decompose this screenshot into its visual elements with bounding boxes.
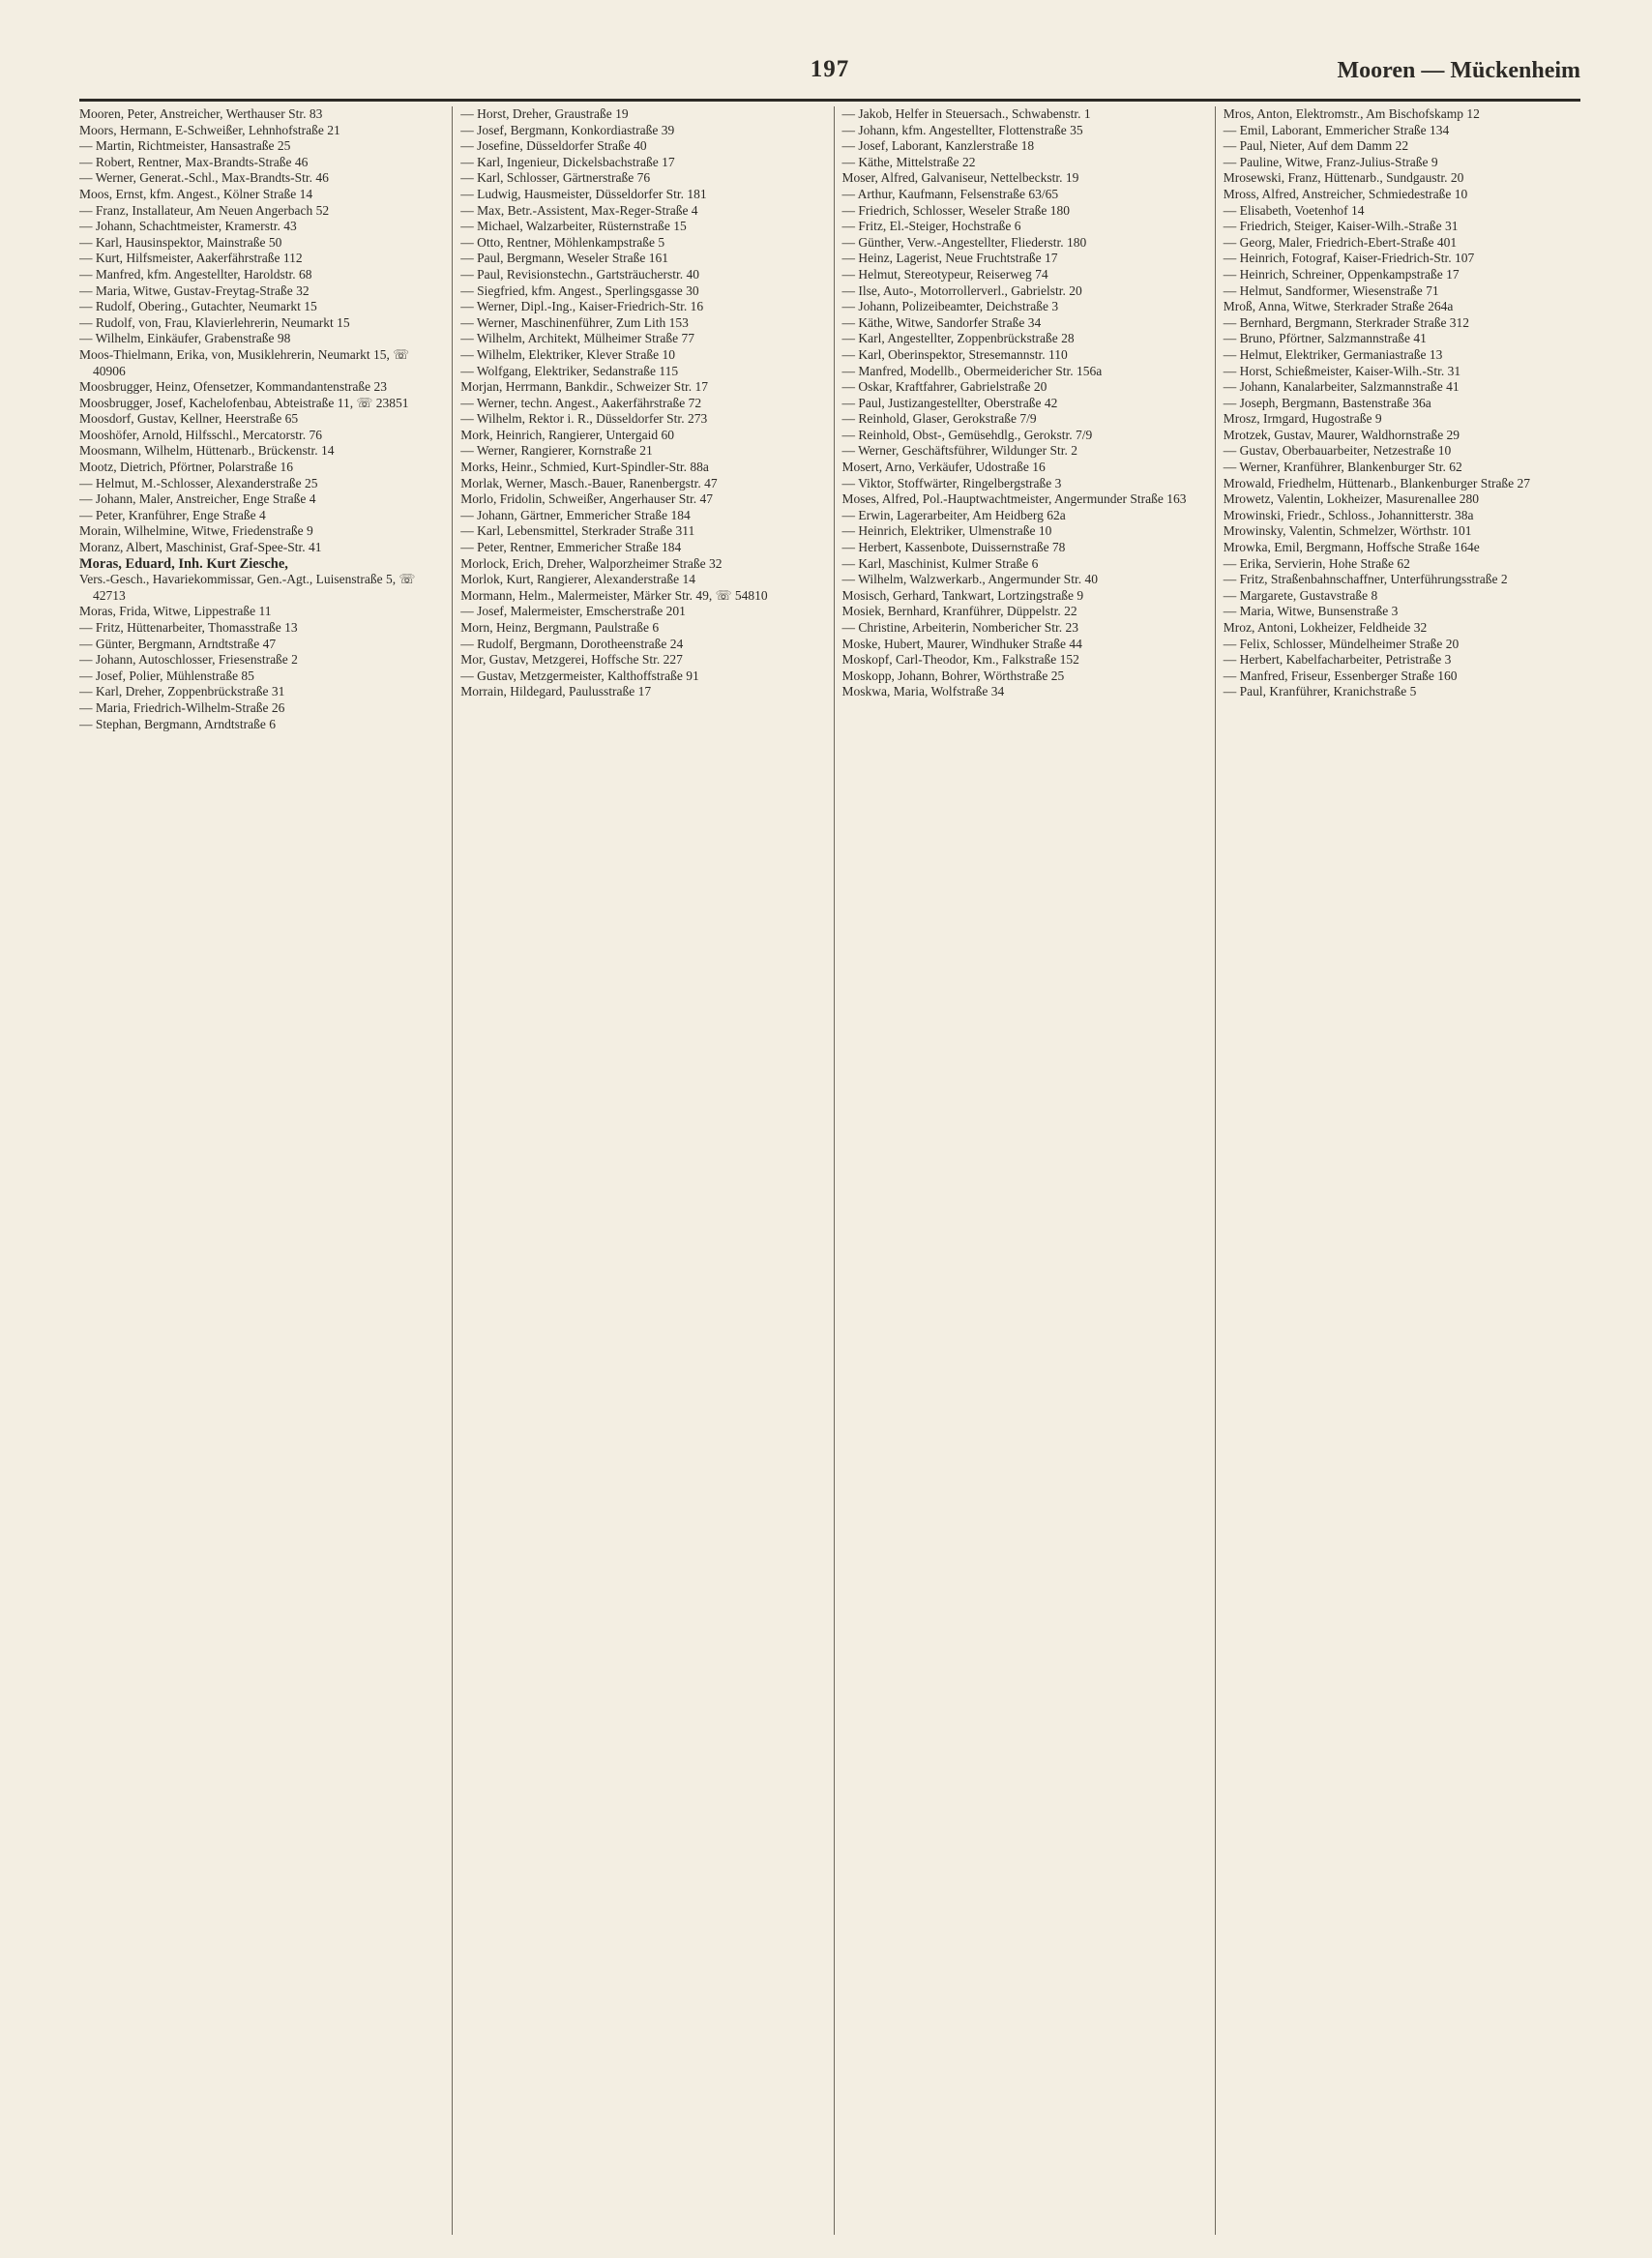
- directory-column-2: [452, 106, 817, 2235]
- directory-entry: — Peter, Kranführer, Enge Straße 4: [79, 507, 266, 522]
- directory-entry: Moos, Ernst, kfm. Angest., Kölner Straße 14: [79, 186, 313, 201]
- directory-entry: — Maria, Witwe, Bunsenstraße 3: [1223, 604, 1399, 619]
- directory-entry: — Werner, Dipl.-Ing., Kaiser-Friedrich-Str. 16: [460, 299, 704, 314]
- directory-entry: — Georg, Maler, Friedrich-Ebert-Straße 401: [1223, 234, 1458, 250]
- directory-entry: — Wilhelm, Architekt, Mülheimer Straße 77: [460, 331, 695, 346]
- directory-entry: — Friedrich, Schlosser, Weseler Straße 180: [841, 202, 1070, 218]
- directory-entry: Mosiek, Bernhard, Kranführer, Düppelstr. 22: [841, 604, 1077, 619]
- directory-entry: Moser, Alfred, Galvaniseur, Nettelbeckstr. 19: [841, 170, 1079, 186]
- directory-entry: — Margarete, Gustavstraße 8: [1223, 587, 1378, 603]
- directory-entry: — Oskar, Kraftfahrer, Gabrielstraße 20: [841, 379, 1047, 395]
- directory-entry: Moors, Hermann, E-Schweißer, Lehnhofstraße 21: [79, 122, 340, 137]
- directory-entry: Morlak, Werner, Masch.-Bauer, Ranenbergstr. 47: [460, 475, 718, 490]
- directory-entry: — Karl, Dreher, Zoppenbrückstraße 31: [79, 684, 285, 699]
- directory-entry: — Karl, Maschinist, Kulmer Straße 6: [841, 555, 1039, 571]
- directory-column-1: [79, 106, 436, 2235]
- directory-entry: — Rudolf, Bergmann, Dorotheenstraße 24: [460, 636, 684, 651]
- directory-entry: — Käthe, Mittelstraße 22: [841, 154, 976, 169]
- directory-entry: — Paul, Justizangestellter, Oberstraße 42: [841, 395, 1058, 410]
- directory-entry: Morlo, Fridolin, Schweißer, Angerhauser Str. 47: [460, 491, 714, 507]
- page-number: 197: [810, 56, 850, 82]
- directory-entry: — Wilhelm, Rektor i. R., Düsseldorfer Str. 273: [460, 411, 708, 427]
- directory-entry: — Christine, Arbeiterin, Nombericher Str. 23: [841, 620, 1078, 635]
- directory-entry: — Karl, Lebensmittel, Sterkrader Straße 311: [460, 523, 695, 539]
- directory-entry: Mormann, Helm., Malermeister, Märker Str. 49, ☏ 54810: [460, 587, 768, 603]
- directory-entry: — Werner, Generat.-Schl., Max-Brandts-Str. 46: [79, 170, 329, 186]
- directory-entry: — Fritz, Hüttenarbeiter, Thomasstraße 13: [79, 620, 298, 635]
- directory-entry: — Horst, Schießmeister, Kaiser-Wilh.-Str. 31: [1223, 363, 1461, 378]
- directory-entry: — Arthur, Kaufmann, Felsenstraße 63/65: [841, 186, 1059, 201]
- directory-entry: Mroß, Anna, Witwe, Sterkrader Straße 264a: [1223, 299, 1454, 314]
- directory-entry: — Johann, Schachtmeister, Kramerstr. 43: [79, 219, 297, 234]
- directory-entry: Morks, Heinr., Schmied, Kurt-Spindler-Str. 88a: [460, 460, 709, 475]
- directory-entry: — Karl, Oberinspektor, Stresemannstr. 110: [841, 346, 1068, 362]
- directory-entry: — Josef, Laborant, Kanzlerstraße 18: [841, 138, 1035, 154]
- directory-entry: Vers.-Gesch., Havariekommissar, Gen.-Agt., Luisenstraße 5, ☏ 42713: [79, 572, 416, 603]
- directory-entry: — Horst, Dreher, Graustraße 19: [460, 106, 629, 121]
- directory-entry: — Fritz, Straßenbahnschaffner, Unterführungsstraße 2: [1223, 572, 1508, 587]
- directory-entry: Mros, Anton, Elektromstr., Am Bischofskamp 12: [1223, 106, 1480, 121]
- directory-entry: Mrowinsky, Valentin, Schmelzer, Wörthstr. 101: [1223, 523, 1472, 539]
- directory-entry: — Käthe, Witwe, Sandorfer Straße 34: [841, 314, 1042, 330]
- directory-entry: — Emil, Laborant, Emmericher Straße 134: [1223, 122, 1450, 137]
- directory-entry: — Kurt, Hilfsmeister, Aakerfährstraße 112: [79, 251, 303, 266]
- directory-entry: Mrowetz, Valentin, Lokheizer, Masurenallee 280: [1223, 491, 1479, 507]
- directory-entry: — Robert, Rentner, Max-Brandts-Straße 46: [79, 154, 309, 169]
- directory-entry: Moosbrugger, Josef, Kachelofenbau, Abteistraße 11, ☏ 23851: [79, 395, 409, 410]
- directory-entry: — Paul, Revisionstechn., Gartsträucherstr. 40: [460, 266, 699, 282]
- directory-entry: — Heinrich, Schreiner, Oppenkampstraße 17: [1223, 266, 1460, 282]
- directory-entry: — Ilse, Auto-, Motorrollerverl., Gabrielstr. 20: [841, 282, 1082, 298]
- directory-entry: — Werner, Geschäftsführer, Wildunger Str. 2: [841, 443, 1077, 459]
- directory-entry: — Gustav, Oberbauarbeiter, Netzestraße 10: [1223, 443, 1452, 459]
- page-header: [79, 54, 1580, 97]
- directory-entry: — Bruno, Pförtner, Salzmannstraße 41: [1223, 331, 1427, 346]
- directory-entry: — Johann, kfm. Angestellter, Flottenstraße 35: [841, 122, 1083, 137]
- directory-entry: Mosisch, Gerhard, Tankwart, Lortzingstraße 9: [841, 587, 1084, 603]
- directory-entry: — Gustav, Metzgermeister, Kalthoffstraße 91: [460, 668, 699, 683]
- directory-entry: — Johann, Maler, Anstreicher, Enge Straße 4: [79, 491, 316, 507]
- directory-entry: — Erwin, Lagerarbeiter, Am Heidberg 62a: [841, 507, 1066, 522]
- directory-entry: — Martin, Richtmeister, Hansastraße 25: [79, 138, 291, 154]
- directory-entry: — Michael, Walzarbeiter, Rüsternstraße 15: [460, 219, 687, 234]
- directory-entry: Morain, Wilhelmine, Witwe, Friedenstraße 9: [79, 523, 313, 539]
- directory-entry: Mootz, Dietrich, Pförtner, Polarstraße 16: [79, 460, 294, 475]
- directory-entry: — Paul, Nieter, Auf dem Damm 22: [1223, 138, 1409, 154]
- directory-entry: Moses, Alfred, Pol.-Hauptwachtmeister, Angermunder Straße 163: [841, 491, 1187, 507]
- directory-entry: — Rudolf, Obering., Gutachter, Neumarkt 15: [79, 299, 317, 314]
- directory-entry: — Werner, techn. Angest., Aakerfährstraße 72: [460, 395, 702, 410]
- directory-entry: — Helmut, Sandformer, Wiesenstraße 71: [1223, 282, 1439, 298]
- running-head: Mooren — Mückenheim: [1337, 58, 1580, 83]
- directory-entry: — Werner, Rangierer, Kornstraße 21: [460, 443, 653, 459]
- header-rule: [79, 99, 1580, 102]
- directory-entry: — Reinhold, Glaser, Gerokstraße 7/9: [841, 411, 1037, 427]
- directory-column-3: [834, 106, 1199, 2235]
- directory-entry: — Maria, Witwe, Gustav-Freytag-Straße 32: [79, 282, 310, 298]
- directory-entry: — Heinrich, Elektriker, Ulmenstraße 10: [841, 523, 1052, 539]
- directory-entry: — Reinhold, Obst-, Gemüsehdlg., Gerokstr. 7/9: [841, 427, 1093, 442]
- directory-entry: Moskwa, Maria, Wolfstraße 34: [841, 684, 1005, 699]
- directory-entry: — Werner, Maschinenführer, Zum Lith 153: [460, 314, 689, 330]
- directory-entry: Moosdorf, Gustav, Kellner, Heerstraße 65: [79, 411, 299, 427]
- directory-entry: — Werner, Kranführer, Blankenburger Str. 62: [1223, 460, 1462, 475]
- directory-entry: — Stephan, Bergmann, Arndtstraße 6: [79, 716, 276, 731]
- directory-entry: — Wolfgang, Elektriker, Sedanstraße 115: [460, 363, 679, 378]
- directory-entry: Moras, Eduard, Inh. Kurt Ziesche,: [79, 555, 288, 572]
- directory-entry: — Johann, Gärtner, Emmericher Straße 184: [460, 507, 691, 522]
- directory-entry: — Max, Betr.-Assistent, Max-Reger-Straße 4: [460, 202, 698, 218]
- directory-entry: Morlok, Kurt, Rangierer, Alexanderstraße 14: [460, 572, 696, 587]
- directory-entry: Moskopf, Carl-Theodor, Km., Falkstraße 152: [841, 652, 1079, 668]
- directory-entry: — Manfred, kfm. Angestellter, Haroldstr. 68: [79, 266, 312, 282]
- directory-entry: Moosmann, Wilhelm, Hüttenarb., Brückenstr. 14: [79, 443, 335, 459]
- directory-entry: — Josef, Bergmann, Konkordiastraße 39: [460, 122, 675, 137]
- directory-entry: Mroz, Antoni, Lokheizer, Feldheide 32: [1223, 620, 1428, 635]
- directory-entry: — Ludwig, Hausmeister, Düsseldorfer Str. 181: [460, 186, 707, 201]
- directory-entry: — Felix, Schlosser, Mündelheimer Straße 20: [1223, 636, 1460, 651]
- directory-entry: — Johann, Polizeibeamter, Deichstraße 3: [841, 299, 1059, 314]
- directory-entry: Mork, Heinrich, Rangierer, Untergaid 60: [460, 427, 675, 442]
- directory-entry: Moske, Hubert, Maurer, Windhuker Straße 44: [841, 636, 1082, 651]
- directory-entry: — Josef, Malermeister, Emscherstraße 201: [460, 604, 686, 619]
- directory-entry: — Elisabeth, Voetenhof 14: [1223, 202, 1365, 218]
- directory-entry: — Josef, Polier, Mühlenstraße 85: [79, 668, 254, 683]
- directory-entry: — Viktor, Stoffwärter, Ringelbergstraße 3: [841, 475, 1062, 490]
- directory-entry: — Herbert, Kassenbote, Duissernstraße 78: [841, 540, 1066, 555]
- directory-entry: — Wilhelm, Elektriker, Klever Straße 10: [460, 346, 675, 362]
- directory-entry: — Friedrich, Steiger, Kaiser-Wilh.-Straße 31: [1223, 219, 1459, 234]
- directory-entry: — Karl, Hausinspektor, Mainstraße 50: [79, 234, 282, 250]
- directory-entry: Mooshöfer, Arnold, Hilfsschl., Mercatorstr. 76: [79, 427, 323, 442]
- directory-entry: — Helmut, Stereotypeur, Reiserweg 74: [841, 266, 1048, 282]
- directory-entry: Mrosewski, Franz, Hüttenarb., Sundgaustr. 20: [1223, 170, 1464, 186]
- directory-entry: Moranz, Albert, Maschinist, Graf-Spee-Str. 41: [79, 540, 322, 555]
- directory-entry: — Manfred, Friseur, Essenberger Straße 160: [1223, 668, 1458, 683]
- directory-entry: — Otto, Rentner, Möhlenkampstraße 5: [460, 234, 665, 250]
- directory-entry: — Heinz, Lagerist, Neue Fruchtstraße 17: [841, 251, 1058, 266]
- directory-column-4: [1215, 106, 1580, 2235]
- directory-entry: — Herbert, Kabelfacharbeiter, Petristraße 3: [1223, 652, 1452, 668]
- directory-entry: — Erika, Servierin, Hohe Straße 62: [1223, 555, 1410, 571]
- directory-entry: — Helmut, Elektriker, Germaniastraße 13: [1223, 346, 1443, 362]
- directory-entry: — Johann, Kanalarbeiter, Salzmannstraße 41: [1223, 379, 1460, 395]
- directory-entry: Morn, Heinz, Bergmann, Paulstraße 6: [460, 620, 660, 635]
- directory-entry: — Peter, Rentner, Emmericher Straße 184: [460, 540, 682, 555]
- directory-entry: — Karl, Ingenieur, Dickelsbachstraße 17: [460, 154, 675, 169]
- directory-entry: — Karl, Angestellter, Zoppenbrückstraße 28: [841, 331, 1075, 346]
- directory-entry: Mooren, Peter, Anstreicher, Werthauser Str. 83: [79, 106, 323, 121]
- directory-entry: — Rudolf, von, Frau, Klavierlehrerin, Neumarkt 15: [79, 314, 350, 330]
- directory-entry: Morlock, Erich, Dreher, Walporzheimer Straße 32: [460, 555, 723, 571]
- directory-columns: [79, 106, 1580, 2235]
- directory-entry: — Günther, Verw.-Angestellter, Fliederstr. 180: [841, 234, 1087, 250]
- directory-entry: Mor, Gustav, Metzgerei, Hoffsche Str. 227: [460, 652, 683, 668]
- directory-entry: Mrotzek, Gustav, Maurer, Waldhornstraße 29: [1223, 427, 1460, 442]
- directory-entry: Morrain, Hildegard, Paulusstraße 17: [460, 684, 652, 699]
- directory-entry: Morjan, Herrmann, Bankdir., Schweizer Str. 17: [460, 379, 708, 395]
- directory-entry: — Heinrich, Fotograf, Kaiser-Friedrich-Str. 107: [1223, 251, 1475, 266]
- directory-entry: — Bernhard, Bergmann, Sterkrader Straße 312: [1223, 314, 1470, 330]
- directory-entry: — Wilhelm, Walzwerkarb., Angermunder Str. 40: [841, 572, 1098, 587]
- directory-entry: — Franz, Installateur, Am Neuen Angerbach 52: [79, 202, 330, 218]
- directory-entry: — Josefine, Düsseldorfer Straße 40: [460, 138, 647, 154]
- directory-entry: — Siegfried, kfm. Angest., Sperlingsgasse 30: [460, 282, 699, 298]
- directory-entry: Mross, Alfred, Anstreicher, Schmiedestraße 10: [1223, 186, 1468, 201]
- directory-entry: Moskopp, Johann, Bohrer, Wörthstraße 25: [841, 668, 1065, 683]
- directory-entry: — Paul, Bergmann, Weseler Straße 161: [460, 251, 668, 266]
- directory-entry: Moosbrugger, Heinz, Ofensetzer, Kommandantenstraße 23: [79, 379, 387, 395]
- directory-entry: Mrowald, Friedhelm, Hüttenarb., Blankenburger Straße 27: [1223, 475, 1531, 490]
- directory-entry: — Günter, Bergmann, Arndtstraße 47: [79, 636, 277, 651]
- directory-entry: Moos-Thielmann, Erika, von, Musiklehrerin, Neumarkt 15, ☏ 40906: [79, 346, 410, 378]
- directory-entry: — Manfred, Modellb., Obermeidericher Str. 156a: [841, 363, 1103, 378]
- directory-entry: Mrosz, Irmgard, Hugostraße 9: [1223, 411, 1382, 427]
- directory-entry: — Joseph, Bergmann, Bastenstraße 36a: [1223, 395, 1431, 410]
- directory-entry: — Pauline, Witwe, Franz-Julius-Straße 9: [1223, 154, 1438, 169]
- directory-entry: — Helmut, M.-Schlosser, Alexanderstraße 25: [79, 475, 318, 490]
- directory-entry: — Maria, Friedrich-Wilhelm-Straße 26: [79, 699, 285, 715]
- directory-entry: Mrowka, Emil, Bergmann, Hoffsche Straße 164e: [1223, 540, 1480, 555]
- directory-entry: — Jakob, Helfer in Steuersach., Schwabenstr. 1: [841, 106, 1091, 121]
- directory-entry: — Fritz, El.-Steiger, Hochstraße 6: [841, 219, 1021, 234]
- directory-entry: Mrowinski, Friedr., Schloss., Johannitterstr. 38a: [1223, 507, 1474, 522]
- directory-entry: — Wilhelm, Einkäufer, Grabenstraße 98: [79, 331, 291, 346]
- directory-entry: — Karl, Schlosser, Gärtnerstraße 76: [460, 170, 651, 186]
- directory-entry: Moras, Frida, Witwe, Lippestraße 11: [79, 604, 272, 619]
- directory-entry: — Paul, Kranführer, Kranichstraße 5: [1223, 684, 1417, 699]
- directory-entry: Mosert, Arno, Verkäufer, Udostraße 16: [841, 460, 1046, 475]
- directory-entry: — Johann, Autoschlosser, Friesenstraße 2: [79, 652, 298, 668]
